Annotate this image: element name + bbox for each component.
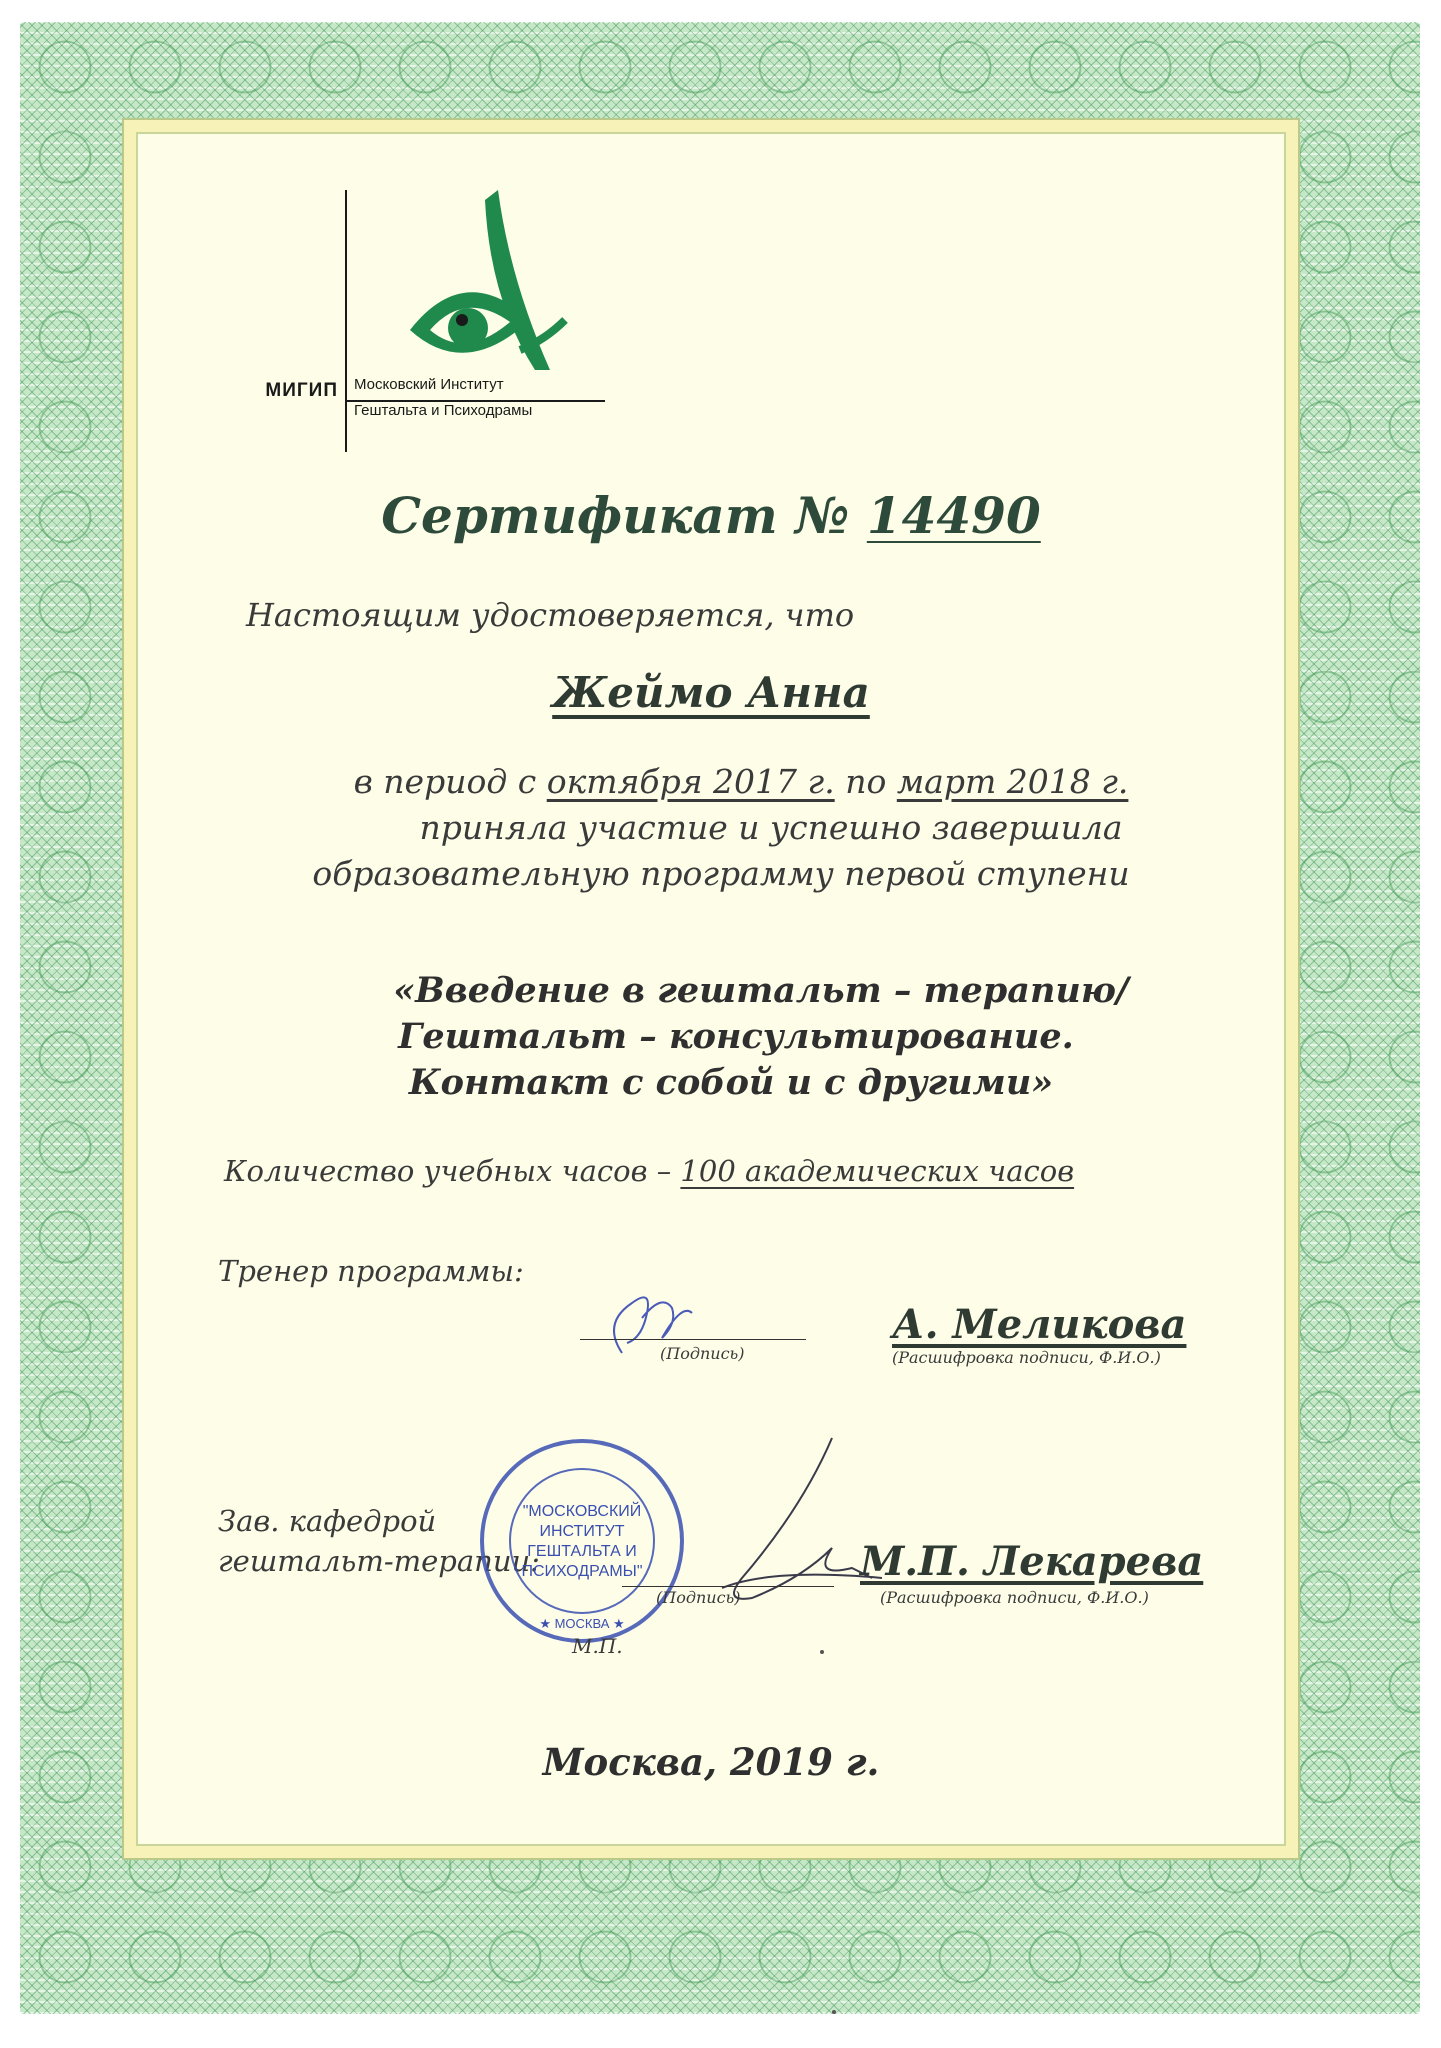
svg-text:ГЕШТАЛЬТА И: ГЕШТАЛЬТА И [527,1543,637,1560]
hours-label: Количество учебных часов – [224,1154,672,1188]
period-mid: по [845,762,887,801]
trainer-name-caption: (Расшифровка подписи, Ф.И.О.) [892,1348,1161,1367]
svg-text:"МОСКОВСКИЙ: "МОСКОВСКИЙ [522,1503,642,1520]
completion-line1: приняла участие и успешно завершила [419,808,1123,847]
period-line [122,762,1300,801]
period-from: октября 2017 г. [546,762,835,801]
eye-logo-icon [370,190,610,395]
svg-text:★ МОСКВА ★: ★ МОСКВА ★ [539,1616,625,1631]
logo-name-line2: Гештальта и Психодрамы [354,402,533,419]
period-pre: в период с [353,762,537,801]
head-label-line1: Зав. кафедрой [218,1504,437,1538]
scan-speck [820,1650,824,1654]
svg-text:ПСИХОДРАМЫ": ПСИХОДРАМЫ" [521,1563,643,1580]
certificate-title [122,486,1300,545]
logo-abbreviation: МИГИП [265,380,338,401]
program-title-line1: «Введение в гештальт – терапию/ [393,970,1129,1011]
place-and-date: Москва, 2019 г. [542,1740,880,1784]
title-prefix: Сертификат № [381,486,850,545]
trainer-label: Тренер программы: [218,1254,524,1288]
recipient-name: Жеймо Анна [552,668,870,717]
certifies-text: Настоящим удостоверяется, что [246,596,855,634]
certificate-content [122,118,1300,1860]
hours-value: 100 академических часов [680,1154,1075,1188]
completion-line2: образовательную программу первой ступени [312,854,1130,893]
program-title-line3: Контакт с собой и с другими» [408,1062,1054,1103]
seal-label: М.П. [572,1634,623,1658]
svg-text:ИНСТИТУТ: ИНСТИТУТ [539,1523,625,1540]
certificate-number: 14490 [866,486,1041,545]
head-name-caption: (Расшифровка подписи, Ф.И.О.) [880,1588,1149,1607]
head-name: М.П. Лекарева [860,1538,1204,1585]
trainer-signature-caption: (Подпись) [660,1344,745,1363]
logo-name-line1: Московский Институт [354,376,504,393]
period-to: март 2018 г. [896,762,1129,801]
program-title-line2: Гештальт – консультирование. [398,1016,1074,1057]
scan-speck [832,2010,836,2014]
hours-line [224,1154,1074,1188]
institute-logo [230,190,610,450]
head-signature-line [622,1586,834,1587]
head-signature-caption: (Подпись) [656,1588,741,1607]
institute-seal-stamp [477,1436,687,1646]
trainer-name: А. Меликова [892,1301,1187,1348]
trainer-signature-line [580,1339,806,1340]
logo-divider-vertical [345,190,347,452]
head-label-line2: гештальт-терапии: [218,1544,540,1578]
